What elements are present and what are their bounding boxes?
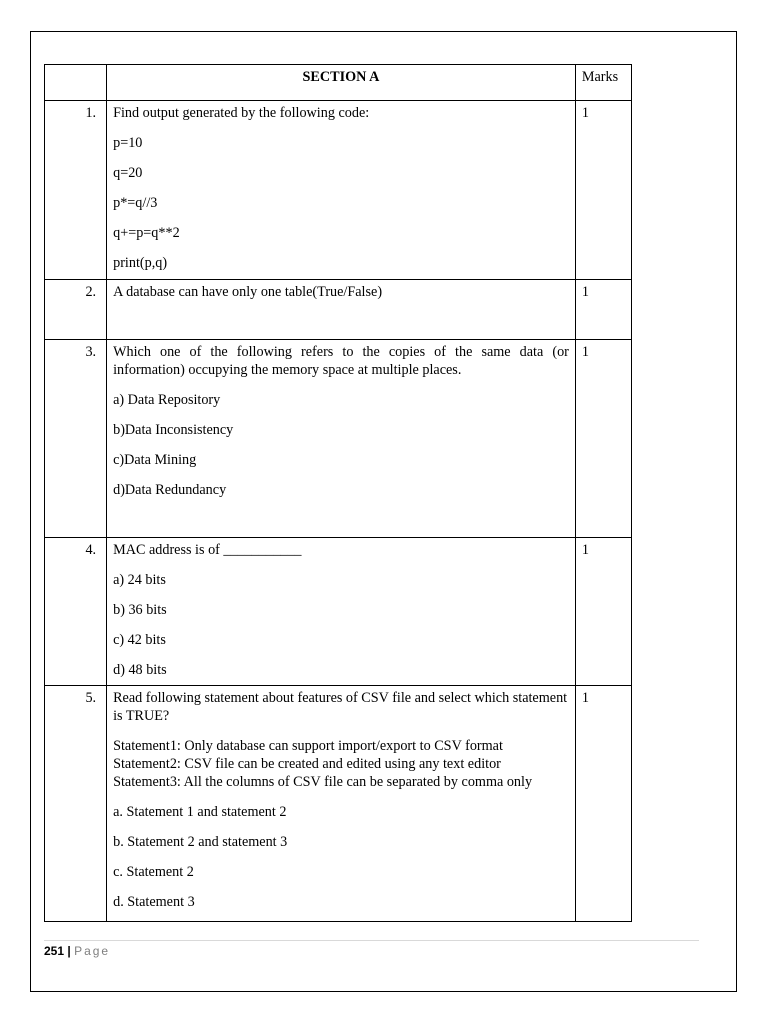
answer-option: c) 42 bits xyxy=(113,632,166,648)
code-line: print(p,q) xyxy=(113,255,168,271)
question-number: 4. xyxy=(45,538,107,686)
table-header-row xyxy=(45,65,632,101)
page-footer xyxy=(44,944,110,958)
table-row xyxy=(45,340,632,538)
answer-option: b)Data Inconsistency xyxy=(113,422,234,438)
answer-option: c. Statement 2 xyxy=(113,864,194,880)
section-title: SECTION A xyxy=(107,65,576,101)
code-line: q+=p=q**2 xyxy=(113,225,180,241)
question-text: A database can have only one table(True/False) xyxy=(113,284,383,300)
code-line: p=10 xyxy=(113,135,143,151)
footer-divider xyxy=(44,940,699,941)
statement-line: Statement3: All the columns of CSV file can be separated by comma only xyxy=(113,774,533,790)
question-body xyxy=(107,340,576,538)
marks-header: Marks xyxy=(575,65,631,101)
code-line: q=20 xyxy=(113,165,143,181)
question-number: 2. xyxy=(45,280,107,340)
question-text: Which one of the following refers to the copies of the same data (or information) occupying the memory space at multiple places. xyxy=(113,344,569,378)
answer-option: c)Data Mining xyxy=(113,452,197,468)
code-line: p*=q//3 xyxy=(113,195,158,211)
answer-option: a) 24 bits xyxy=(113,572,166,588)
question-number: 1. xyxy=(45,101,107,280)
question-text: MAC address is of ___________ xyxy=(113,542,302,558)
statement-line: Statement1: Only database can support import/export to CSV format xyxy=(113,738,503,754)
answer-option: d) 48 bits xyxy=(113,662,167,678)
answer-option: d)Data Redundancy xyxy=(113,482,227,498)
page-word: Page xyxy=(74,944,111,958)
question-table xyxy=(44,64,632,922)
footer-separator: | xyxy=(67,944,71,958)
page-number: 251 xyxy=(44,944,65,958)
table-row xyxy=(45,280,632,340)
header-number-cell xyxy=(45,65,107,101)
question-body xyxy=(107,686,576,922)
question-number: 3. xyxy=(45,340,107,538)
question-marks: 1 xyxy=(575,340,631,538)
table-row xyxy=(45,538,632,686)
question-marks: 1 xyxy=(575,280,631,340)
table-row xyxy=(45,101,632,280)
question-body xyxy=(107,538,576,686)
answer-option: b. Statement 2 and statement 3 xyxy=(113,834,288,850)
question-marks: 1 xyxy=(575,686,631,922)
question-number: 5. xyxy=(45,686,107,922)
table-row xyxy=(45,686,632,922)
question-text: Read following statement about features of CSV file and select which statement is TRUE? xyxy=(113,690,568,724)
answer-option: d. Statement 3 xyxy=(113,894,195,910)
question-marks: 1 xyxy=(575,538,631,686)
question-body xyxy=(107,280,576,340)
answer-option: a) Data Repository xyxy=(113,392,221,408)
statement-line: Statement2: CSV file can be created and edited using any text editor xyxy=(113,756,501,772)
question-marks: 1 xyxy=(575,101,631,280)
answer-option: b) 36 bits xyxy=(113,602,167,618)
question-body xyxy=(107,101,576,280)
question-text: Find output generated by the following code: xyxy=(113,105,370,121)
answer-option: a. Statement 1 and statement 2 xyxy=(113,804,287,820)
